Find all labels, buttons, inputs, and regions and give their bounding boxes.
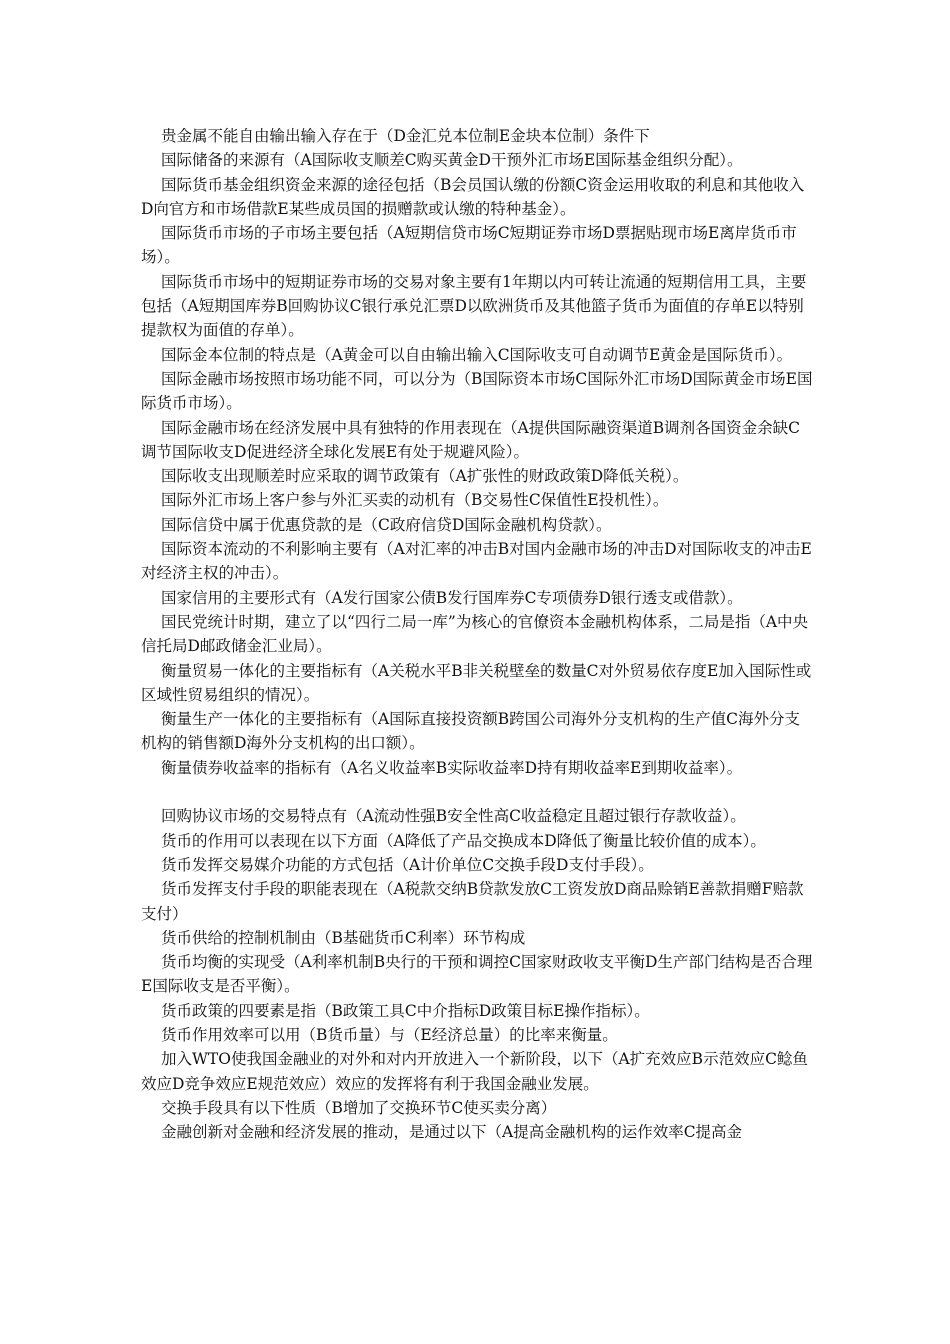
paragraph: 货币发挥交易媒介功能的方式包括（A计价单位C交换手段D支付手段）。 <box>161 855 654 874</box>
paragraph: 货币均衡的实现受（A利率机制B央行的干预和调控C国家财政收支平衡D生产部门结构是否合理E国际收支是否平衡）。 <box>141 953 813 996</box>
blank-line <box>141 780 813 804</box>
paragraph: 金融创新对金融和经济发展的推动，是通过以下（A提高金融机构的运作效率C提高金 <box>161 1123 743 1142</box>
paragraph: 国际资本流动的不利影响主要有（A对汇率的冲击B对国内金融市场的冲击D对国际收支的冲击E对经济主权的冲击）。 <box>141 540 812 583</box>
paragraph: 回购协议市场的交易特点有（A流动性强B安全性高C收益稳定且超过银行存款收益）。 <box>161 807 746 826</box>
paragraph: 货币的作用可以表现在以下方面（A降低了产品交换成本D降低了衡量比较价值的成本）。 <box>161 831 766 850</box>
paragraph: 国际货币市场的子市场主要包括（A短期信贷市场C短期证券市场D票据贴现市场E离岸货币市场）。 <box>141 224 797 267</box>
paragraph: 国家信用的主要形式有（A发行国家公债B发行国库券C专项债券D银行透支或借款）。 <box>161 588 743 607</box>
paragraph: 国际金本位制的特点是（A黄金可以自由输出输入C国际收支可自动调节E黄金是国际货币）。 <box>161 345 793 364</box>
paragraph: 加入WTO使我国金融业的对外和对内开放进入一个新阶段，以下（A扩充效应B示范效应C鲶鱼效应D竞争效应E规范效应）效应的发挥将有利于我国金融业发展。 <box>141 1050 808 1093</box>
paragraph: 货币供给的控制机制由（B基础货币C利率）环节构成 <box>161 928 526 947</box>
paragraph: 交换手段具有以下性质（B增加了交换环节C使买卖分离） <box>161 1098 557 1117</box>
paragraph: 国际金融市场按照市场功能不同，可以分为（B国际资本市场C国际外汇市场D国际黄金市场E国际货币市场）。 <box>141 369 813 413</box>
paragraph: 国际货币基金组织资金来源的途径包括（B会员国认缴的份额C资金运用收取的利息和其他收入D向官方和市场借款E某些成员国的损赠款或认缴的特种基金）。 <box>141 175 805 218</box>
paragraph: 国际储备的来源有（A国际收支顺差C购买黄金D干预外汇市场E国际基金组织分配）。 <box>161 151 743 170</box>
paragraph: 贵金属不能自由输出输入存在于（D金汇兑本位制E金块本位制）条件下 <box>161 127 650 145</box>
document-body <box>141 124 813 1144</box>
paragraph: 国际信贷中属于优惠贷款的是（C政府信贷D国际金融机构贷款）。 <box>161 515 612 534</box>
paragraph: 衡量债券收益率的指标有（A名义收益率B实际收益率D持有期收益率E到期收益率）。 <box>161 758 743 777</box>
paragraph: 货币政策的四要素是指（B政策工具C中介指标D政策目标E操作指标）。 <box>161 1001 650 1020</box>
paragraph: 国际金融市场在经济发展中具有独特的作用表现在（A提供国际融资渠道B调剂各国资金余缺C调节国际收支D促进经济全球化发展E有处于规避风险）。 <box>141 418 800 461</box>
paragraph: 国际货币市场中的短期证券市场的交易对象主要有1年期以内可转让流通的短期信用工具，主要包括（A短期国库券B回购协议C银行承兑汇票D以欧洲货币及其他篮子货币为面值的存单E以特别提款权为面值的存单）。 <box>141 272 807 340</box>
paragraph: 国民党统计时期，建立了以“四行二局一库”为核心的官僚资本金融机构体系，二局是指（A中央信托局D邮政储金汇业局）。 <box>141 612 809 656</box>
paragraph: 货币发挥支付手段的职能表现在（A税款交纳B贷款发放C工资发放D商品赊销E善款捐赠F赔款支付） <box>141 880 804 923</box>
paragraph: 货币作用效率可以用（B货币量）与（E经济总量）的比率来衡量。 <box>161 1025 618 1044</box>
paragraph: 衡量贸易一体化的主要指标有（A关税水平B非关税壁垒的数量C对外贸易依存度E加入国际性或区域性贸易组织的情况）。 <box>141 661 812 704</box>
paragraph: 国际外汇市场上客户参与外汇买卖的动机有（B交易性C保值性E投机性）。 <box>161 491 669 510</box>
paragraph: 国际收支出现顺差时应采取的调节政策有（A扩张性的财政政策D降低关税）。 <box>161 467 689 486</box>
paragraph: 衡量生产一体化的主要指标有（A国际直接投资额B跨国公司海外分支机构的生产值C海外分支机构的销售额D海外分支机构的出口额）。 <box>141 710 800 753</box>
